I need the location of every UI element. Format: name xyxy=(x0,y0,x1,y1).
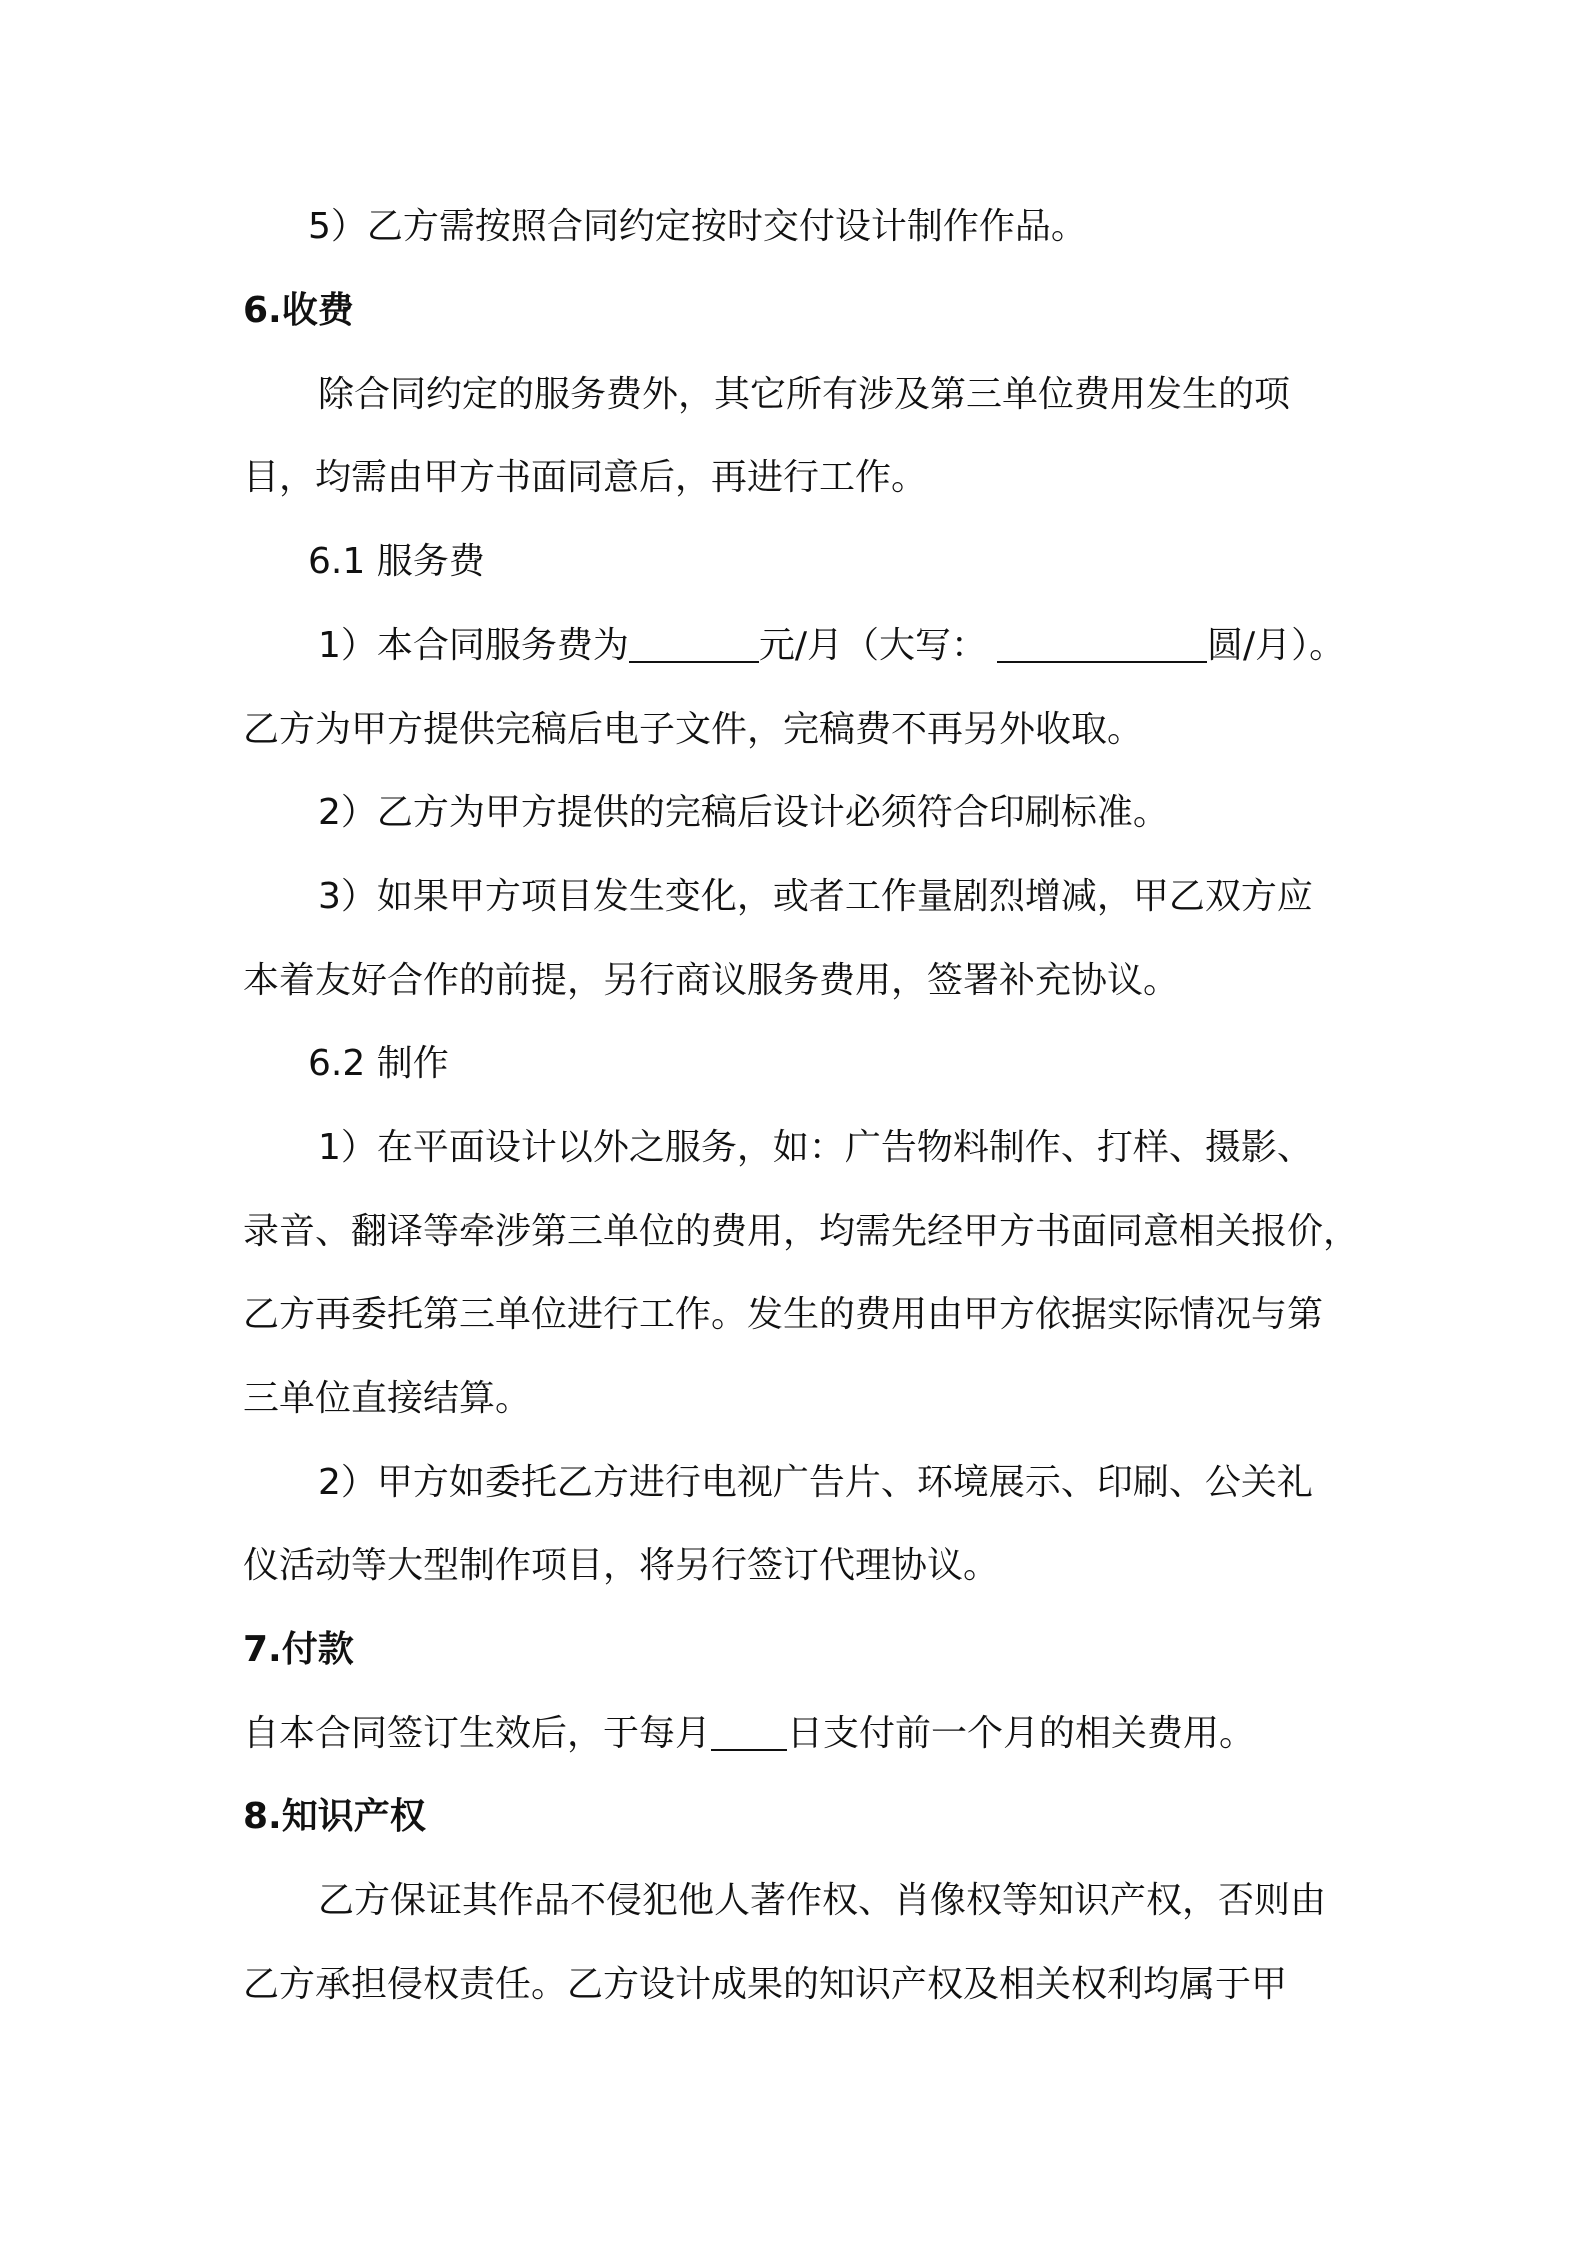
payment-clause xyxy=(243,1712,1255,1756)
production-clause-2-line-2: 仪活动等大型制作项目，将另行签订代理协议。 xyxy=(243,1545,1000,1586)
fee-clause-2: 2）乙方为甲方提供的完稿后设计必须符合印刷标准。 xyxy=(318,792,1169,833)
fee-clause-1-text-a: 1）本合同服务费为 xyxy=(318,625,629,666)
production-clause-1-line-3: 乙方再委托第三单位进行工作。发生的费用由甲方依据实际情况与第 xyxy=(243,1294,1324,1335)
ip-paragraph-line-1: 乙方保证其作品不侵犯他人著作权、肖像权等知识产权，否则由 xyxy=(318,1880,1327,1921)
production-clause-1-line-2: 录音、翻译等牵涉第三单位的费用，均需先经甲方书面同意相关报价， xyxy=(243,1211,1360,1252)
fee-clause-1-line-1 xyxy=(318,624,1345,668)
section-6-paragraph-line-1: 除合同约定的服务费外，其它所有涉及第三单位费用发生的项 xyxy=(318,374,1291,415)
fee-clause-3-line-2: 本着友好合作的前提，另行商议服务费用，签署补充协议。 xyxy=(243,960,1180,1001)
production-clause-1-line-4: 三单位直接结算。 xyxy=(243,1378,532,1419)
fee-clause-1-line-2: 乙方为甲方提供完稿后电子文件，完稿费不再另外收取。 xyxy=(243,709,1144,750)
section-7-heading: 7.付款 xyxy=(243,1629,354,1670)
fee-clause-1-text-b: 元/月（大写： xyxy=(758,625,988,666)
ip-paragraph-line-2: 乙方承担侵权责任。乙方设计成果的知识产权及相关权利均属于甲 xyxy=(243,1964,1288,2005)
subsection-6-1-heading: 6.1 服务费 xyxy=(308,541,485,582)
payment-day-blank[interactable] xyxy=(711,1713,787,1751)
payment-text-b: 日支付前一个月的相关费用。 xyxy=(787,1713,1256,1754)
section-8-heading: 8.知识产权 xyxy=(243,1796,426,1837)
fee-in-words-blank[interactable] xyxy=(997,625,1207,663)
subsection-6-2-heading: 6.2 制作 xyxy=(308,1043,449,1084)
clause-5-text: 5）乙方需按照合同约定按时交付设计制作作品。 xyxy=(308,206,1087,247)
production-clause-2-line-1: 2）甲方如委托乙方进行电视广告片、环境展示、印刷、公关礼 xyxy=(318,1462,1313,1503)
monthly-fee-blank[interactable] xyxy=(629,625,759,663)
production-clause-1-line-1: 1）在平面设计以外之服务，如：广告物料制作、打样、摄影、 xyxy=(318,1127,1313,1168)
fee-clause-1-text-c: 圆/月）。 xyxy=(1207,625,1346,666)
fee-clause-3-line-1: 3）如果甲方项目发生变化，或者工作量剧烈增减，甲乙双方应 xyxy=(318,876,1313,917)
section-6-heading: 6.收费 xyxy=(243,290,354,331)
section-6-paragraph-line-2: 目，均需由甲方书面同意后，再进行工作。 xyxy=(243,457,928,498)
payment-text-a: 自本合同签订生效后，于每月 xyxy=(243,1713,712,1754)
